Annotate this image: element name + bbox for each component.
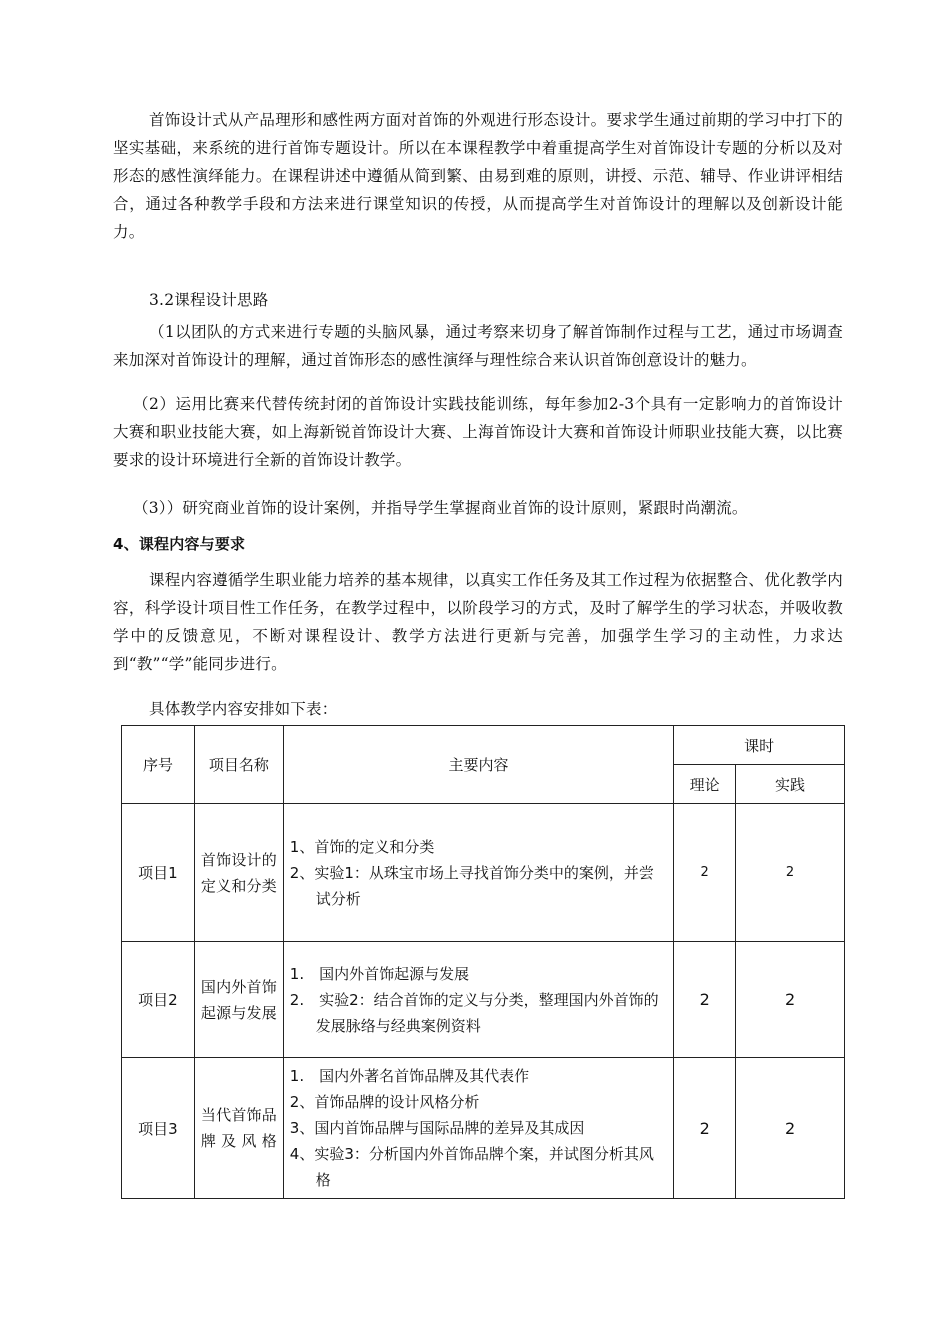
row-project-name: 当代首饰品牌及风格 [194,1058,283,1199]
paragraph-design-idea-2: （2）运用比赛来代替传统封闭的首饰设计实践技能训练，每年参加2-3个具有一定影响力的首饰设计大赛和职业技能大赛，如上海新锐首饰设计大赛、上海首饰设计大赛和首饰设计师职业技能大赛，以比赛要求的设计环境进行全新的首饰设计教学。 [113,395,843,469]
list-item: 3、国内首饰品牌与国际品牌的差异及其成因 [289,1119,585,1137]
row-practice-hours: 2 [736,1058,845,1199]
subsection-heading: 3.2课程设计思路 [149,291,269,309]
paragraph-table-intro: 具体教学内容安排如下表： [149,700,338,718]
list-item: 1、首饰的定义和分类 [289,837,435,856]
row-seq: 项目1 [122,804,195,942]
row-content [283,942,673,1058]
header-hours: 课时 [674,726,845,765]
row-seq: 项目3 [122,1058,195,1199]
table-row [122,1058,845,1199]
list-item: 4、实验3：分析国内外首饰品牌个案，并试图分析其风格 [289,1145,654,1189]
row-theory-hours: 2 [674,1058,736,1199]
row-content [283,804,673,942]
paragraph-intro: 首饰设计式从产品理形和感性两方面对首饰的外观进行形态设计。要求学生通过前期的学习中打下的坚实基础，来系统的进行首饰专题设计。所以在本课程教学中着重提高学生对首饰设计专题的分析以及对形态的感性演绎能力。在课程讲述中遵循从简到繁、由易到难的原则，讲授、示范、辅导、作业讲评相结合，通过各种教学手段和方法来进行课堂知识的传授，从而提高学生对首饰设计的理解以及创新设计能力。 [113,111,843,241]
header-project-name: 项目名称 [194,726,283,804]
row-project-name: 国内外首饰起源与发展 [194,942,283,1058]
table-header-row [122,726,845,765]
list-item: 2、首饰品牌的设计风格分析 [289,1093,480,1111]
table-row [122,942,845,1058]
header-theory: 理论 [674,765,736,804]
row-seq: 项目2 [122,942,195,1058]
course-content-table [121,725,845,1199]
list-item: 2、实验1：从珠宝市场上寻找首饰分类中的案例，并尝试分析 [289,863,654,908]
paragraph-design-idea-3: （3））研究商业首饰的设计案例，并指导学生掌握商业首饰的设计原则，紧跟时尚潮流。 [133,499,748,517]
row-practice-hours: 2 [736,804,845,942]
paragraph-design-idea-1: （1以团队的方式来进行专题的头脑风暴，通过考察来切身了解首饰制作过程与工艺，通过市场调查来加深对首饰设计的理解，通过首饰形态的感性演绎与理性综合来认识首饰创意设计的魅力。 [113,323,843,369]
row-content [283,1058,673,1199]
list-item: 2. 实验2：结合首饰的定义与分类，整理国内外首饰的发展脉络与经典案例资料 [289,990,659,1035]
row-project-name: 首饰设计的定义和分类 [194,804,283,942]
paragraph-course-content: 课程内容遵循学生职业能力培养的基本规律，以真实工作任务及其工作过程为依据整合、优化教学内容，科学设计项目性工作任务，在教学过程中，以阶段学习的方式，及时了解学生的学习状态，并吸收教学中的反馈意见，不断对课程设计、教学方法进行更新与完善，加强学生学习的主动性，力求达到“教”“学”能同步进行。 [113,571,843,673]
header-practice: 实践 [736,765,845,804]
list-item: 1. 国内外著名首饰品牌及其代表作 [289,1067,530,1085]
list-item: 1. 国内外首饰起源与发展 [289,964,470,983]
row-practice-hours: 2 [736,942,845,1058]
header-seq: 序号 [122,726,195,804]
row-theory-hours: 2 [674,942,736,1058]
row-theory-hours: 2 [674,804,736,942]
header-main-content: 主要内容 [283,726,673,804]
table-row [122,804,845,942]
section-heading: 4、课程内容与要求 [113,535,246,553]
